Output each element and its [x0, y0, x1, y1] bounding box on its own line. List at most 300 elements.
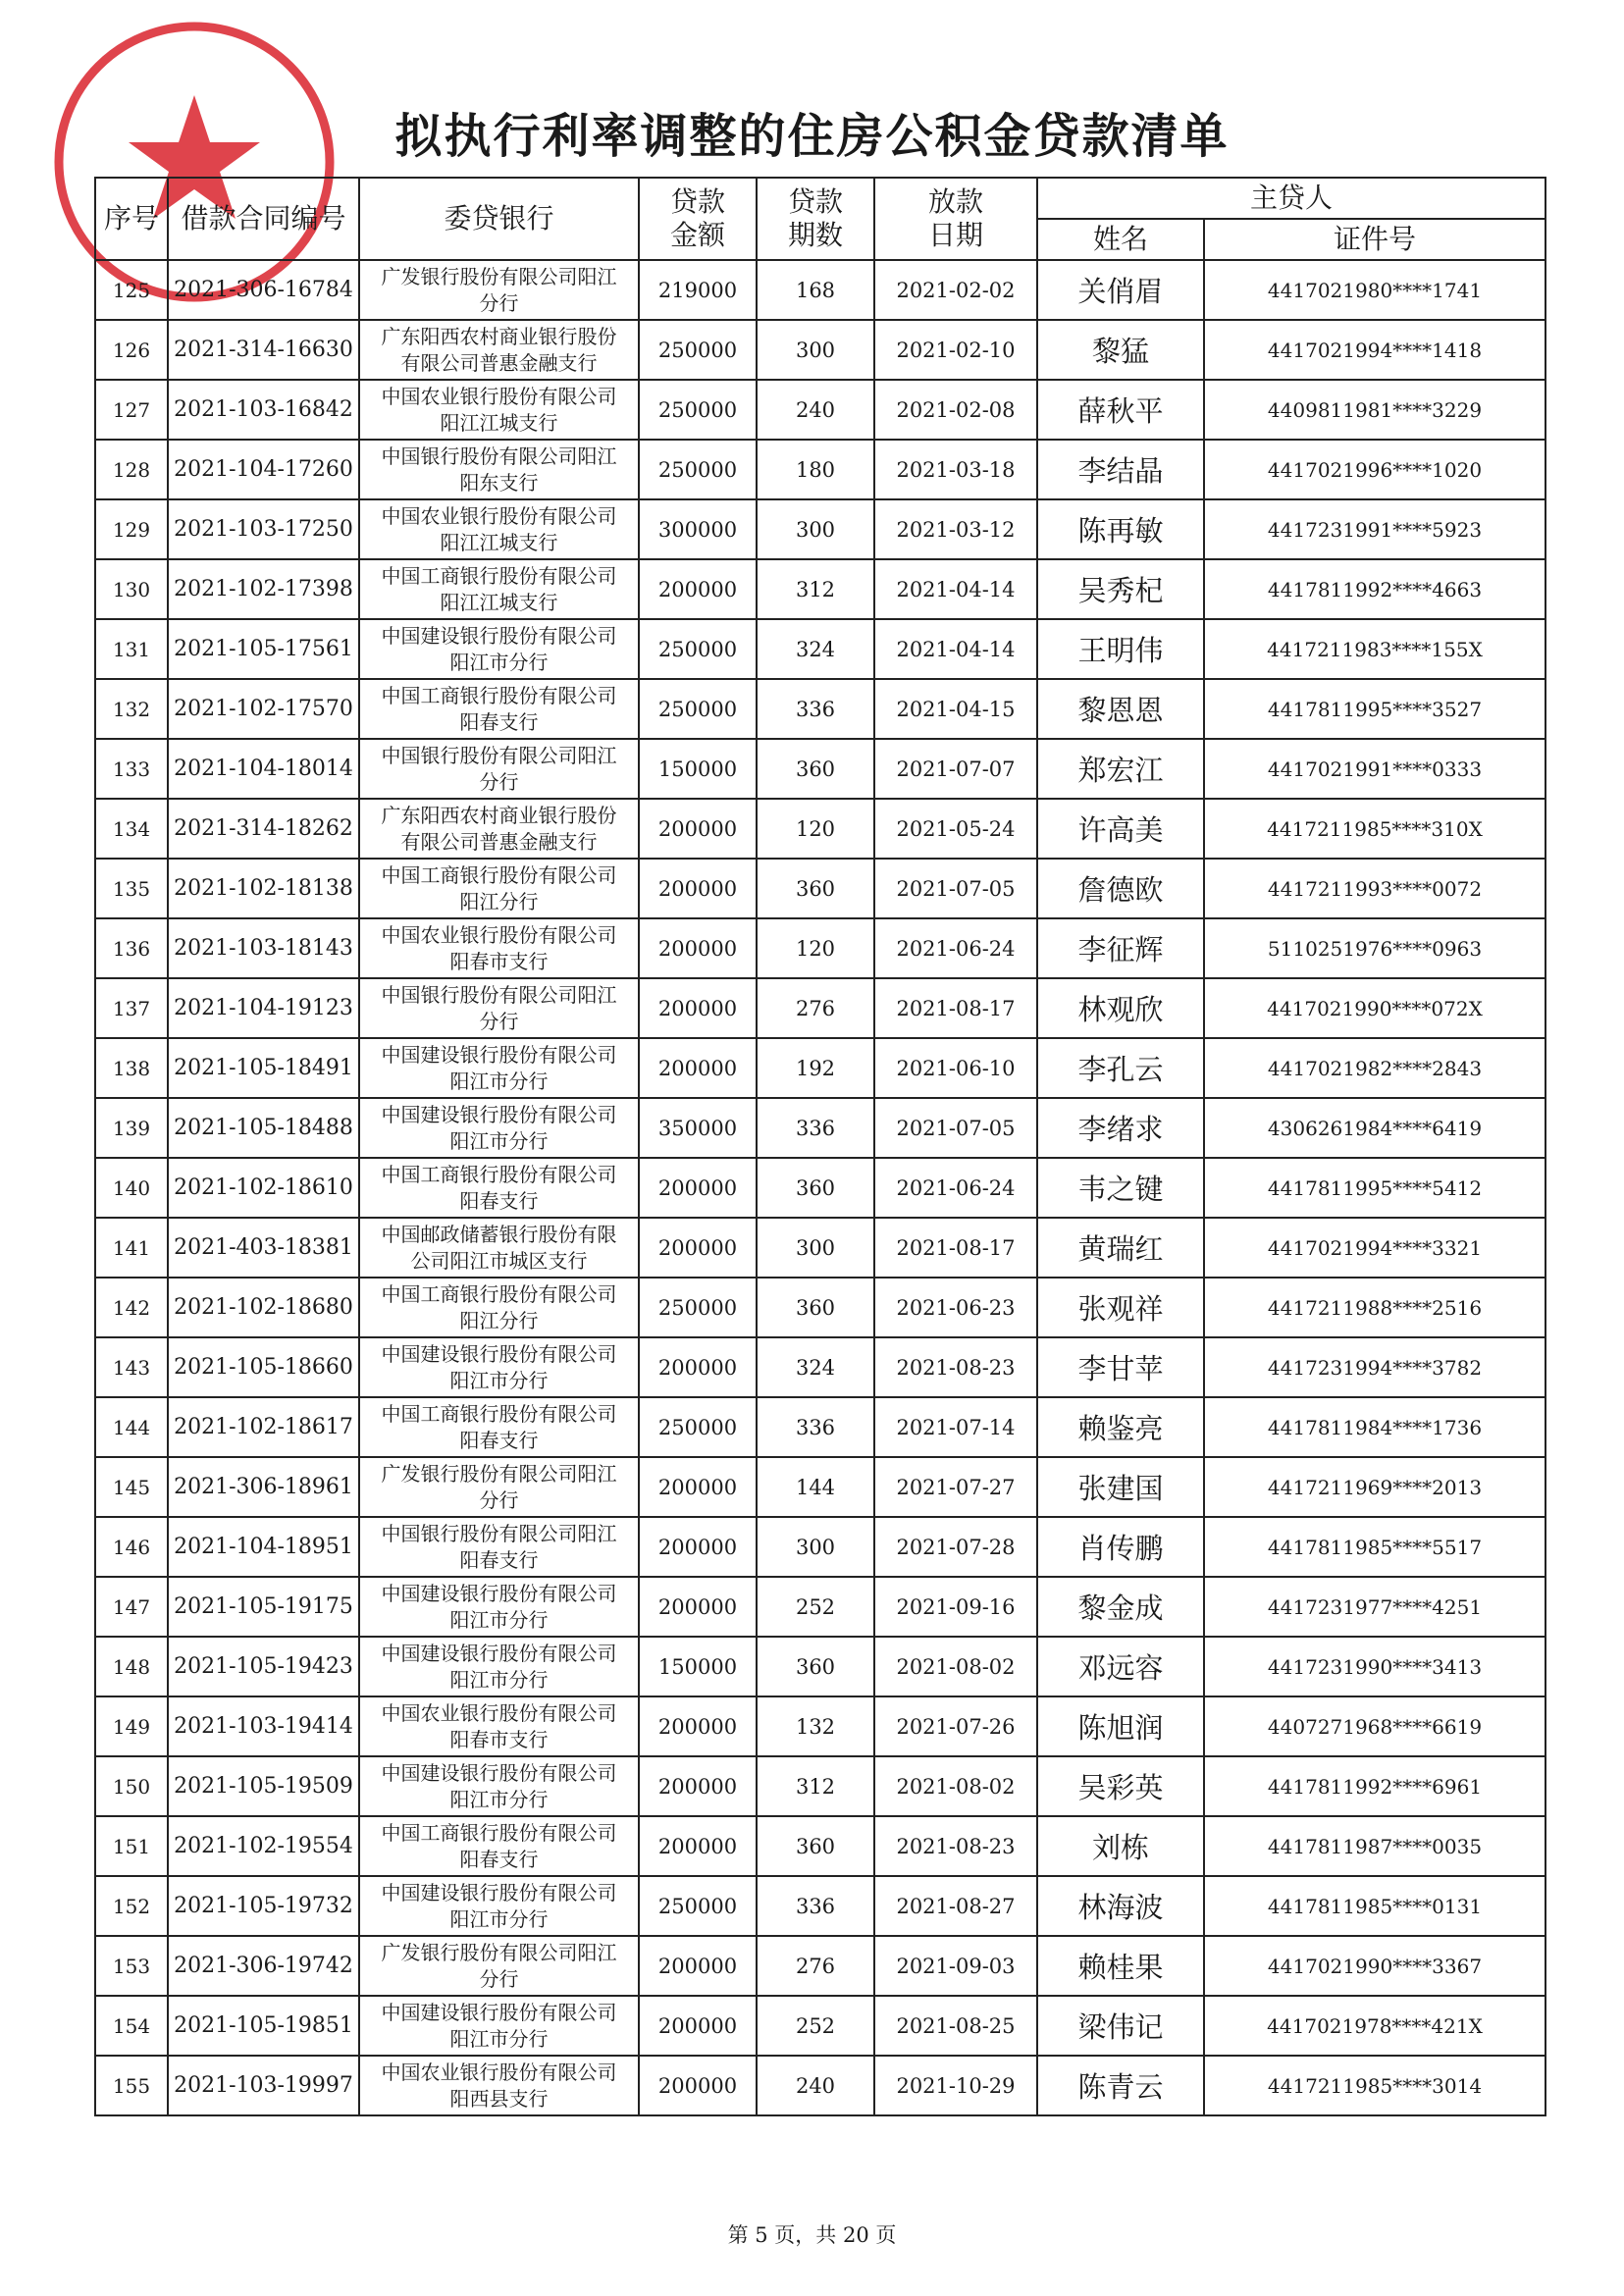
lending-bank	[359, 918, 639, 978]
borrower-name: 肖传鹏	[1037, 1517, 1204, 1577]
borrower-name: 梁伟记	[1037, 1996, 1204, 2056]
borrower-name: 詹德欧	[1037, 859, 1204, 918]
contract-number: 2021-403-18381	[168, 1218, 359, 1278]
borrower-name: 陈再敏	[1037, 499, 1204, 559]
loan-amount: 200000	[639, 1816, 757, 1876]
loan-term: 360	[757, 859, 874, 918]
lending-bank-line: 广发银行股份有限公司阳江	[381, 264, 617, 288]
header-amount-line1: 贷款	[669, 185, 725, 218]
table-row	[95, 918, 1545, 978]
loan-amount: 350000	[639, 1098, 757, 1158]
disbursement-date: 2021-06-23	[874, 1278, 1037, 1337]
lending-bank-line: 阳春支行	[459, 1428, 539, 1452]
lending-bank-line: 分行	[479, 1966, 519, 1991]
table-row	[95, 978, 1545, 1038]
contract-number: 2021-105-19851	[168, 1996, 359, 2056]
lending-bank-line: 中国工商银行股份有限公司	[381, 1401, 617, 1426]
table-row	[95, 1158, 1545, 1218]
header-term-line1: 贷款	[787, 185, 843, 218]
lending-bank	[359, 1098, 639, 1158]
borrower-name: 赖桂果	[1037, 1936, 1204, 1996]
row-index: 125	[95, 260, 168, 320]
document-title: 拟执行利率调整的住房公积金贷款清单	[394, 109, 1230, 164]
lending-bank	[359, 1936, 639, 1996]
loan-amount: 150000	[639, 739, 757, 799]
borrower-id: 4417211988****2516	[1204, 1278, 1545, 1337]
lending-bank-line: 分行	[479, 1009, 519, 1033]
disbursement-date: 2021-08-25	[874, 1996, 1037, 2056]
borrower-name: 张建国	[1037, 1457, 1204, 1517]
table-row	[95, 1098, 1545, 1158]
header-index: 序号	[95, 178, 168, 260]
borrower-name: 张观祥	[1037, 1278, 1204, 1337]
loan-amount: 200000	[639, 799, 757, 859]
contract-number: 2021-103-19997	[168, 2056, 359, 2115]
lending-bank-line: 中国邮政储蓄银行股份有限	[381, 1222, 617, 1246]
lending-bank	[359, 1696, 639, 1756]
table-row	[95, 1696, 1545, 1756]
borrower-id: 4417811995****3527	[1204, 679, 1545, 739]
loan-amount: 200000	[639, 1038, 757, 1098]
lending-bank-line: 阳江市分行	[449, 1069, 549, 1093]
disbursement-date: 2021-06-10	[874, 1038, 1037, 1098]
row-index: 129	[95, 499, 168, 559]
borrower-id: 4417211993****0072	[1204, 859, 1545, 918]
table-row	[95, 1457, 1545, 1517]
lending-bank-line: 广东阳西农村商业银行股份	[381, 324, 617, 348]
table-row	[95, 799, 1545, 859]
lending-bank-line: 分行	[479, 769, 519, 794]
header-name: 姓名	[1037, 219, 1204, 260]
header-amount	[639, 178, 757, 260]
borrower-id: 4417021978****421X	[1204, 1996, 1545, 2056]
header-amount-line2: 金额	[669, 219, 725, 251]
lending-bank	[359, 1876, 639, 1936]
disbursement-date: 2021-10-29	[874, 2056, 1037, 2115]
borrower-name: 李征辉	[1037, 918, 1204, 978]
contract-number: 2021-314-18262	[168, 799, 359, 859]
lending-bank-line: 中国建设银行股份有限公司	[381, 1341, 617, 1366]
contract-number: 2021-103-17250	[168, 499, 359, 559]
borrower-id: 4417811992****6961	[1204, 1756, 1545, 1816]
borrower-id: 4417811995****5412	[1204, 1158, 1545, 1218]
row-index: 131	[95, 619, 168, 679]
row-index: 128	[95, 440, 168, 499]
borrower-name: 林观欣	[1037, 978, 1204, 1038]
table-row	[95, 739, 1545, 799]
loan-amount: 150000	[639, 1637, 757, 1696]
header-date-line1: 放款	[927, 185, 983, 218]
disbursement-date: 2021-03-12	[874, 499, 1037, 559]
lending-bank-line: 阳春市支行	[449, 1727, 549, 1751]
row-index: 147	[95, 1577, 168, 1637]
borrower-id: 4417021994****1418	[1204, 320, 1545, 380]
disbursement-date: 2021-05-24	[874, 799, 1037, 859]
loan-term: 276	[757, 1936, 874, 1996]
disbursement-date: 2021-08-23	[874, 1337, 1037, 1397]
loan-amount: 250000	[639, 679, 757, 739]
borrower-id: 4407271968****6619	[1204, 1696, 1545, 1756]
borrower-name: 李孔云	[1037, 1038, 1204, 1098]
lending-bank-line: 中国工商银行股份有限公司	[381, 563, 617, 588]
lending-bank	[359, 1517, 639, 1577]
lending-bank-line: 中国银行股份有限公司阳江	[381, 1521, 617, 1545]
lending-bank	[359, 1577, 639, 1637]
disbursement-date: 2021-07-05	[874, 859, 1037, 918]
header-term-line2: 期数	[787, 219, 843, 251]
lending-bank	[359, 1337, 639, 1397]
borrower-id: 4417211985****310X	[1204, 799, 1545, 859]
row-index: 138	[95, 1038, 168, 1098]
lending-bank	[359, 799, 639, 859]
disbursement-date: 2021-06-24	[874, 918, 1037, 978]
table-row	[95, 1577, 1545, 1637]
header-date-line2: 日期	[927, 219, 983, 251]
borrower-name: 陈青云	[1037, 2056, 1204, 2115]
loan-term: 360	[757, 1278, 874, 1337]
header-bank: 委贷银行	[359, 178, 639, 260]
row-index: 140	[95, 1158, 168, 1218]
loan-term: 324	[757, 619, 874, 679]
row-index: 127	[95, 380, 168, 440]
lending-bank-line: 阳东支行	[459, 470, 539, 495]
lending-bank	[359, 2056, 639, 2115]
loan-amount: 200000	[639, 918, 757, 978]
borrower-name: 王明伟	[1037, 619, 1204, 679]
contract-number: 2021-102-19554	[168, 1816, 359, 1876]
borrower-name: 郑宏江	[1037, 739, 1204, 799]
lending-bank-line: 中国工商银行股份有限公司	[381, 1162, 617, 1186]
contract-number: 2021-306-18961	[168, 1457, 359, 1517]
lending-bank	[359, 1038, 639, 1098]
loan-table-body	[95, 260, 1545, 2115]
loan-term: 312	[757, 1756, 874, 1816]
lending-bank-line: 广东阳西农村商业银行股份	[381, 803, 617, 827]
loan-amount: 250000	[639, 1278, 757, 1337]
lending-bank	[359, 1278, 639, 1337]
contract-number: 2021-102-18617	[168, 1397, 359, 1457]
table-row	[95, 380, 1545, 440]
lending-bank-line: 阳江市分行	[449, 1667, 549, 1692]
borrower-name: 黎猛	[1037, 320, 1204, 380]
loan-amount: 200000	[639, 1457, 757, 1517]
borrower-name: 薛秋平	[1037, 380, 1204, 440]
table-row	[95, 260, 1545, 320]
disbursement-date: 2021-06-24	[874, 1158, 1037, 1218]
lending-bank	[359, 1996, 639, 2056]
loan-term: 132	[757, 1696, 874, 1756]
lending-bank	[359, 1457, 639, 1517]
disbursement-date: 2021-09-16	[874, 1577, 1037, 1637]
disbursement-date: 2021-08-23	[874, 1816, 1037, 1876]
row-index: 151	[95, 1816, 168, 1876]
loan-amount: 200000	[639, 978, 757, 1038]
borrower-id: 4417811985****0131	[1204, 1876, 1545, 1936]
borrower-name: 吴彩英	[1037, 1756, 1204, 1816]
table-row	[95, 1278, 1545, 1337]
borrower-id: 4417231994****3782	[1204, 1337, 1545, 1397]
row-index: 132	[95, 679, 168, 739]
disbursement-date: 2021-07-28	[874, 1517, 1037, 1577]
disbursement-date: 2021-07-27	[874, 1457, 1037, 1517]
lending-bank-line: 中国建设银行股份有限公司	[381, 1042, 617, 1067]
row-index: 143	[95, 1337, 168, 1397]
loan-term: 336	[757, 1397, 874, 1457]
loan-amount: 250000	[639, 380, 757, 440]
loan-term: 276	[757, 978, 874, 1038]
lending-bank-line: 有限公司普惠金融支行	[400, 829, 598, 854]
disbursement-date: 2021-04-15	[874, 679, 1037, 739]
lending-bank-line: 中国银行股份有限公司阳江	[381, 743, 617, 767]
row-index: 135	[95, 859, 168, 918]
contract-number: 2021-104-19123	[168, 978, 359, 1038]
lending-bank	[359, 619, 639, 679]
lending-bank-line: 中国银行股份有限公司阳江	[381, 982, 617, 1007]
lending-bank	[359, 440, 639, 499]
contract-number: 2021-105-19732	[168, 1876, 359, 1936]
disbursement-date: 2021-07-05	[874, 1098, 1037, 1158]
loan-term: 360	[757, 739, 874, 799]
table-row	[95, 1637, 1545, 1696]
borrower-name: 许高美	[1037, 799, 1204, 859]
borrower-id: 4417811985****5517	[1204, 1517, 1545, 1577]
lending-bank-line: 阳春市支行	[449, 949, 549, 973]
borrower-id: 4417211985****3014	[1204, 2056, 1545, 2115]
lending-bank-line: 阳江市分行	[449, 1607, 549, 1632]
lending-bank	[359, 559, 639, 619]
loan-amount: 200000	[639, 1696, 757, 1756]
lending-bank-line: 阳春支行	[459, 1847, 539, 1871]
lending-bank-line: 阳江江城支行	[440, 590, 558, 614]
table-row	[95, 499, 1545, 559]
lending-bank-line: 广发银行股份有限公司阳江	[381, 1461, 617, 1486]
lending-bank	[359, 859, 639, 918]
lending-bank-line: 阳江市分行	[449, 1906, 549, 1931]
disbursement-date: 2021-02-02	[874, 260, 1037, 320]
lending-bank-line: 阳西县支行	[449, 2086, 549, 2111]
disbursement-date: 2021-08-02	[874, 1637, 1037, 1696]
loan-term: 300	[757, 320, 874, 380]
contract-number: 2021-105-17561	[168, 619, 359, 679]
lending-bank-line: 中国农业银行股份有限公司	[381, 1700, 617, 1725]
row-index: 133	[95, 739, 168, 799]
borrower-id: 4417021990****072X	[1204, 978, 1545, 1038]
borrower-name: 黄瑞红	[1037, 1218, 1204, 1278]
table-row	[95, 2056, 1545, 2115]
lending-bank-line: 中国农业银行股份有限公司	[381, 2060, 617, 2084]
disbursement-date: 2021-08-02	[874, 1756, 1037, 1816]
borrower-name: 赖鉴亮	[1037, 1397, 1204, 1457]
borrower-id: 4417811987****0035	[1204, 1816, 1545, 1876]
loan-term: 336	[757, 1098, 874, 1158]
lending-bank-line: 中国建设银行股份有限公司	[381, 1880, 617, 1905]
contract-number: 2021-105-19423	[168, 1637, 359, 1696]
loan-amount: 200000	[639, 1517, 757, 1577]
table-row	[95, 679, 1545, 739]
loan-amount: 200000	[639, 2056, 757, 2115]
contract-number: 2021-103-16842	[168, 380, 359, 440]
disbursement-date: 2021-08-27	[874, 1876, 1037, 1936]
row-index: 142	[95, 1278, 168, 1337]
loan-term: 324	[757, 1337, 874, 1397]
row-index: 126	[95, 320, 168, 380]
loan-amount: 200000	[639, 1337, 757, 1397]
loan-term: 240	[757, 2056, 874, 2115]
row-index: 148	[95, 1637, 168, 1696]
contract-number: 2021-102-17398	[168, 559, 359, 619]
borrower-id: 4417021994****3321	[1204, 1218, 1545, 1278]
disbursement-date: 2021-02-08	[874, 380, 1037, 440]
lending-bank-line: 阳江分行	[459, 1308, 539, 1332]
lending-bank-line: 中国工商银行股份有限公司	[381, 1281, 617, 1306]
lending-bank-line: 阳江市分行	[449, 650, 549, 674]
contract-number: 2021-306-19742	[168, 1936, 359, 1996]
disbursement-date: 2021-03-18	[874, 440, 1037, 499]
borrower-id: 4417021996****1020	[1204, 440, 1545, 499]
row-index: 150	[95, 1756, 168, 1816]
loan-term: 336	[757, 1876, 874, 1936]
lending-bank-line: 阳江市分行	[449, 1787, 549, 1811]
table-row	[95, 559, 1545, 619]
loan-term: 240	[757, 380, 874, 440]
header-id: 证件号	[1204, 219, 1545, 260]
contract-number: 2021-104-18014	[168, 739, 359, 799]
lending-bank-line: 分行	[479, 1487, 519, 1512]
loan-amount: 250000	[639, 440, 757, 499]
lending-bank-line: 中国建设银行股份有限公司	[381, 1760, 617, 1785]
lending-bank-line: 中国农业银行股份有限公司	[381, 384, 617, 408]
lending-bank-line: 阳春支行	[459, 1547, 539, 1572]
header-borrower: 主贷人	[1037, 178, 1545, 219]
table-row	[95, 1038, 1545, 1098]
lending-bank-line: 中国农业银行股份有限公司	[381, 503, 617, 528]
loan-term: 360	[757, 1816, 874, 1876]
row-index: 145	[95, 1457, 168, 1517]
loan-term: 180	[757, 440, 874, 499]
borrower-id: 4417021991****0333	[1204, 739, 1545, 799]
loan-amount: 200000	[639, 1996, 757, 2056]
table-row	[95, 440, 1545, 499]
contract-number: 2021-102-18138	[168, 859, 359, 918]
row-index: 139	[95, 1098, 168, 1158]
disbursement-date: 2021-07-07	[874, 739, 1037, 799]
borrower-id: 4417811984****1736	[1204, 1397, 1545, 1457]
table-row	[95, 1876, 1545, 1936]
lending-bank-line: 阳江市分行	[449, 1368, 549, 1392]
table-row	[95, 1337, 1545, 1397]
lending-bank	[359, 1637, 639, 1696]
row-index: 134	[95, 799, 168, 859]
loan-term: 300	[757, 499, 874, 559]
loan-amount: 250000	[639, 619, 757, 679]
lending-bank-line: 有限公司普惠金融支行	[400, 350, 598, 375]
borrower-name: 邓远容	[1037, 1637, 1204, 1696]
loan-amount: 200000	[639, 1158, 757, 1218]
lending-bank-line: 中国建设银行股份有限公司	[381, 1641, 617, 1665]
table-row	[95, 320, 1545, 380]
borrower-id: 4417231991****5923	[1204, 499, 1545, 559]
disbursement-date: 2021-04-14	[874, 619, 1037, 679]
lending-bank	[359, 1218, 639, 1278]
header-date	[874, 178, 1037, 260]
disbursement-date: 2021-08-17	[874, 1218, 1037, 1278]
table-row	[95, 1517, 1545, 1577]
contract-number: 2021-102-18680	[168, 1278, 359, 1337]
lending-bank	[359, 978, 639, 1038]
borrower-id: 4417021990****3367	[1204, 1936, 1545, 1996]
row-index: 149	[95, 1696, 168, 1756]
lending-bank-line: 中国建设银行股份有限公司	[381, 1102, 617, 1126]
loan-amount: 200000	[639, 859, 757, 918]
row-index: 153	[95, 1936, 168, 1996]
lending-bank-line: 阳江分行	[459, 889, 539, 913]
borrower-name: 吴秀杞	[1037, 559, 1204, 619]
lending-bank-line: 中国工商银行股份有限公司	[381, 1820, 617, 1845]
row-index: 141	[95, 1218, 168, 1278]
loan-term: 120	[757, 799, 874, 859]
loan-amount: 219000	[639, 260, 757, 320]
loan-amount: 200000	[639, 559, 757, 619]
loan-term: 336	[757, 679, 874, 739]
borrower-id: 4417211983****155X	[1204, 619, 1545, 679]
loan-amount: 300000	[639, 499, 757, 559]
loan-term: 144	[757, 1457, 874, 1517]
borrower-id: 4417231990****3413	[1204, 1637, 1545, 1696]
loan-amount: 250000	[639, 1876, 757, 1936]
loan-term: 168	[757, 260, 874, 320]
lending-bank	[359, 739, 639, 799]
lending-bank	[359, 260, 639, 320]
contract-number: 2021-105-18488	[168, 1098, 359, 1158]
lending-bank-line: 中国工商银行股份有限公司	[381, 683, 617, 707]
lending-bank-line: 分行	[479, 290, 519, 315]
lending-bank-line: 广发银行股份有限公司阳江	[381, 1940, 617, 1964]
row-index: 137	[95, 978, 168, 1038]
row-index: 154	[95, 1996, 168, 2056]
table-row	[95, 1996, 1545, 2056]
row-index: 130	[95, 559, 168, 619]
borrower-name: 韦之键	[1037, 1158, 1204, 1218]
borrower-id: 4306261984****6419	[1204, 1098, 1545, 1158]
contract-number: 2021-104-18951	[168, 1517, 359, 1577]
table-row	[95, 619, 1545, 679]
lending-bank	[359, 1397, 639, 1457]
lending-bank-line: 阳江市分行	[449, 1128, 549, 1153]
loan-term: 252	[757, 1577, 874, 1637]
lending-bank	[359, 380, 639, 440]
contract-number: 2021-103-18143	[168, 918, 359, 978]
contract-number: 2021-314-16630	[168, 320, 359, 380]
lending-bank	[359, 320, 639, 380]
row-index: 144	[95, 1397, 168, 1457]
borrower-id: 4417811992****4663	[1204, 559, 1545, 619]
contract-number: 2021-105-18491	[168, 1038, 359, 1098]
table-row	[95, 1756, 1545, 1816]
borrower-id: 4417231977****4251	[1204, 1577, 1545, 1637]
borrower-id: 4417021980****1741	[1204, 260, 1545, 320]
table-row	[95, 859, 1545, 918]
header-term	[757, 178, 874, 260]
row-index: 136	[95, 918, 168, 978]
borrower-id: 4409811981****3229	[1204, 380, 1545, 440]
loan-term: 312	[757, 559, 874, 619]
page-footer: 第 5 页，共 20 页	[727, 2223, 897, 2247]
loan-term: 120	[757, 918, 874, 978]
lending-bank-line: 公司阳江市城区支行	[410, 1248, 588, 1273]
loan-amount: 200000	[639, 1936, 757, 1996]
lending-bank-line: 中国建设银行股份有限公司	[381, 2000, 617, 2024]
loan-term: 192	[757, 1038, 874, 1098]
